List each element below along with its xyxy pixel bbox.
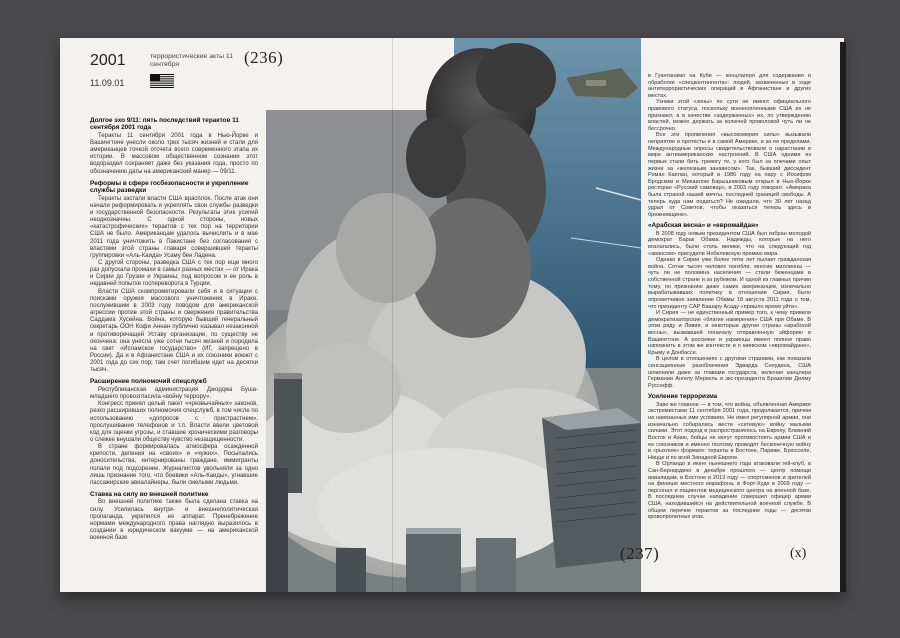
section-end-mark: (x) xyxy=(790,546,807,561)
section-heading: Расширение полномочий спецслужб xyxy=(90,378,207,386)
year-label: 2001 xyxy=(90,52,126,69)
paragraph: Теракты 11 сентября 2001 года в Нью-Йорке и Вашингтоне унесли около трех тысяч жизней и стали для американцев точкой отсчета всего современного этапа их истории. В массовом общественном сознании этот водораздел сохраняет даже без указания года, просто по обозначению даты на американский манер — 09/11. xyxy=(90,132,258,175)
paragraph: В стране формировалась атмосфера осажденной крепости, деления на «своих» и «чужих». Посыпались доносительства, интернированы граждане, иммигранты попали под подозрение. Журналистов увольняли за одно лишь признание того, что боевики «Аль-Каиды», угнавшие пассажирские авиалайнеры, были смелыми людьми. xyxy=(90,444,258,486)
page-spine xyxy=(392,38,393,592)
paragraph: Республиканская администрация Джорджа Буша-младшего провозгласила «войну террору». xyxy=(90,386,258,401)
page-number-left: (236) xyxy=(244,48,284,67)
paragraph: Власти США скомпрометировали себя и в ситуации с поисками оружия массового уничтожения в Ираке, послужившим в 2003 году поводом для американской агрессии против этой страны и свержения правительства Саддама Хусейна. Война, которую бывший генеральный секретарь ООН Кофи Аннан публично называл незаконной и противоречащей Уставу организации, по существу не окончена: она унесла уже сотни тысяч жизней и породила на свет «Исламское государство» (ИГ, запрещено в России). Да и в Афганистане США и их союзники воюют с 2001 года до сих пор; там счет погибшим идет на десятки тысяч. xyxy=(90,288,258,374)
paragraph: В Орландо в июне нынешнего года атаковали гей-клуб, в Сан-Бернардино в декабре прошлого — центр помощи инвалидам, в Бостоне в 2013 году — спортсменов и зрителей на финише местного марафона, в Форт-Худе в 2009 году — персонал и пациентов медицинского центра на военной базе. В последнем случае нападение совершил офицер армии США, находившийся на действительной военной службе. В общем перечне терактов за последние годы — десятки кровопролитных атак. xyxy=(648,461,811,521)
paragraph: В 2008 году новым президентом США был избран молодой демократ Барак Обама. Надежды, которые на него возлагались, были столь велики, что на следующий год «авансом» присудили Нобелевскую премию мира. xyxy=(648,230,811,257)
paragraph: В целом в отношениях с другими странами, как показали сенсационные разоблачения Эдварда Сноудена, США шпионили даже за главами государств, включая канцлера Германии Ангелу Меркель и экс-президента Бразилии Дилму Руссефф. xyxy=(648,356,811,389)
paragraph: И Сирия — не единственный пример того, к чему привели демократизаторские «благие намерения» США при Обаме. В этом ряду и Ливия, и некоторые другие страны «арабской весны», вызвавшей поначалу отправленную эйфорию в Вашингтоне. А россияне и украинцы имеют полное право напомнить в этом же контексте и о киевском «евромайдане», Крыму и Донбассе. xyxy=(648,310,811,356)
section-heading: Реформы в сфере госбезопасности и укрепление службы разведки xyxy=(90,179,249,195)
left-text-column xyxy=(90,113,258,542)
page-number-right: (237) xyxy=(620,544,660,563)
paragraph: Теракты застали власти США врасплох. После атак они начали реформировать и укреплять свои службы разведки и государственной безопасности. Результаты этих усилий неоднозначны. С одной стороны, новых «катастрофических» терактов с тех пор на территории США не было. Американцам удалось вычислить и в мае 2011 года уничтожить в Пакистане без согласования с властями этой страны главаря совершившей теракты группировки «Аль-Каида» Усаму бен Ладена. xyxy=(90,195,258,259)
section-subtitle: террористические акты 11 сентября xyxy=(150,53,233,68)
article-heading: Долгое эхо 9/11: пять последствий терактов 11 сентября 2001 года xyxy=(90,117,239,132)
section-heading: Ставка на силу во внешней политике xyxy=(90,491,209,499)
date-label: 11.09.01 xyxy=(90,78,125,88)
section-heading: Усиление терроризма xyxy=(648,393,718,401)
right-text-column xyxy=(648,73,811,521)
paragraph: Во внешней политике также была сделана ставка на силу. Усилилась внутри- и внешнеполитическая пропаганда, укрепился ее аппарат. Пренебрежение нормами международного права наглядно выразилось в создании в юридическом вакууме — на американской военной базе xyxy=(90,499,258,542)
paragraph: в Гуантанамо на Кубе — концлагеря для содержания и обработки «спецконтингента»: людей, захваченных в ходе антитеррористических операций в Афганистане и других местах. xyxy=(648,73,811,99)
paragraph: Однако в Сирии уже более пяти лет пылает гражданская война. Сотни тысяч человек погибли, многие миллионы — чуть ли не половина населения — стали беженцами в собственной стране и за рубежом. И одной из главных причин тому, по признанию даже самих американцев, изначально вырабатывавших политику в отношении Сирии, было опрометчивое заявление Обамы 18 августа 2011 года о том, что президенту САР Башару Асаду «пришло время уйти». xyxy=(648,257,811,310)
paragraph: Все эти проявления «высокомерия силы» вызывали неприятие и протесты и в самой Америке, и за ее пределами. Международные опросы свидетельствовали о нарастании в мире антиамериканских настроений. В США одними из первых стали бить тревогу те, у кого был за плечами опыт жизни за «железным занавесом». Так, бывший диссидент Роман Каплан, который в 1986 году на пару с Иосифом Бродским и Михаилом Барышниковым открыл в Нью-Йорке ресторан «Русский самовар», в 2003 году говорил: «Америка была страной нашей мечты, последней границей свободы. А теперь куда нам податься? Не ожидали, что 30 лет назад удрал от Советов, чтобы оказаться теперь здесь в брежневщине». xyxy=(648,132,811,218)
magazine-edge xyxy=(840,42,846,592)
paragraph: Узники этой «зоны» по сути не имеют официального правового статуса, поскольку военнопленными США их не признают, а в качестве «задержанных» их, по утверждению властей, можно держать за колючей проволокой чуть ли не бессрочно. xyxy=(648,99,811,132)
paragraph: Конгресс принял целый пакет «чрезвычайных» законов, резко расширивших полномочия спецслужб, в том числе по использованию «допросов с пристрастием», прослушивания телефонов и т.п. Власти ввели цветовой код для оценки угрозы, и ставшие хроническими разговоры о слежке внушали обществу чувство незащищенности. xyxy=(90,401,258,443)
section-heading: «Арабская весна» и «евромайдан» xyxy=(648,222,759,230)
us-flag-icon xyxy=(150,74,174,88)
wtc-smoke-photo xyxy=(266,38,641,592)
paragraph: Заве же главное — в том, что война, объявленная Америке экстремистами 11 сентября 2001 года, продолжается, причем на навязанных ими условиях. Не имея регулярной армии, они изначально собирались вести «сетевую» войну малыми силами. Этот подход в распространялось на Европу, Ближний Восток и Азию, бойцы не могут противостоять армии США и ее союзников и именно поэтому проводят бесконечную войну в «рыхлом» формате: теракты в Бостоне, Париже, Брюсселе, Ницце и по всей Западной Европе. xyxy=(648,401,811,461)
paragraph: С другой стороны, разведка США с тех пор еще много раз допускала промахи в самых разных местах — от Ирака и Сирии до Грузии и Украины; под вопросом и ее роль в недавней попытке госпереворота в Турции. xyxy=(90,259,258,288)
